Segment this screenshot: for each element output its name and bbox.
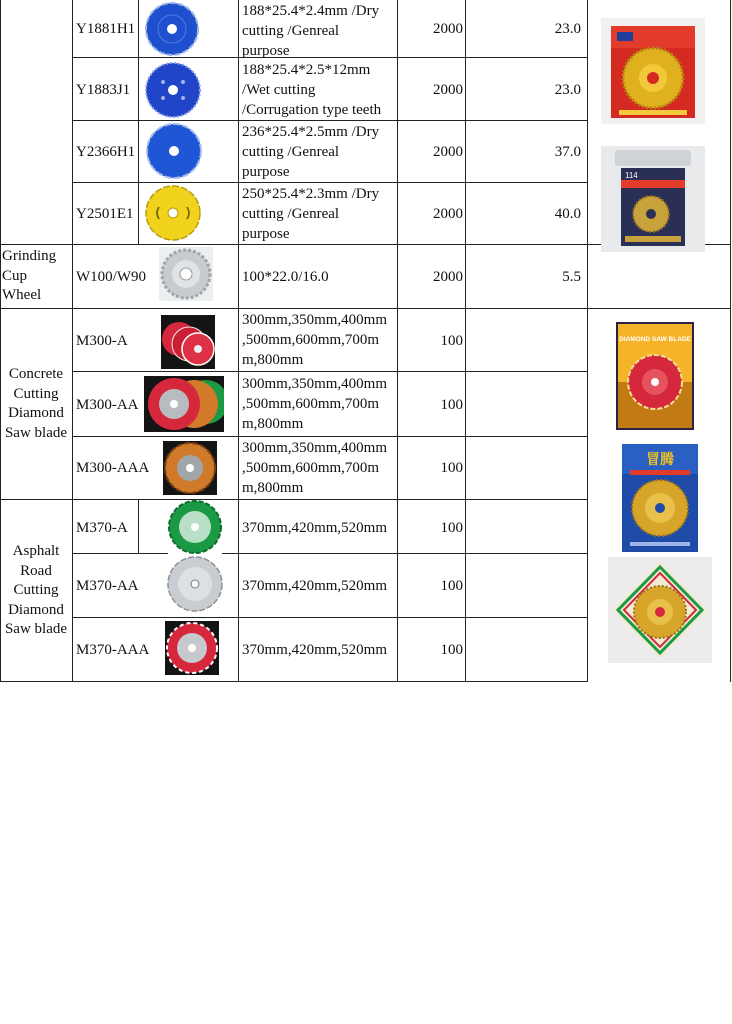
product-spec: 300mm,350mm,400mm ,500mm,600mm,700m m,800mm	[242, 440, 388, 496]
row-border	[72, 436, 587, 437]
model-code: M300-AAA	[76, 460, 150, 476]
quantity: 100	[440, 333, 463, 349]
product-spec: 188*25.4*2.4mm /Dry cutting /Genreal purpose	[242, 3, 380, 59]
product-spec: 100*22.0/16.0	[242, 269, 329, 285]
unit-price: 37.0	[554, 144, 581, 160]
quantity: 2000	[433, 82, 463, 98]
category-concrete-cutting-diamond-saw-blade: Concrete Cutting Diamond Saw blade	[4, 366, 68, 441]
unit-price: 40.0	[554, 206, 581, 222]
quantity: 2000	[433, 269, 463, 285]
row-border	[72, 120, 587, 121]
column-border	[730, 0, 731, 682]
quantity: 100	[440, 460, 463, 476]
model-code: M370-A	[76, 520, 128, 536]
model-code: M370-AAA	[76, 642, 150, 658]
column-border	[465, 0, 466, 682]
green-saw-blade	[168, 500, 222, 554]
model-code: M300-AA	[76, 397, 139, 413]
yellow-segmented-saw-blade	[145, 185, 201, 241]
model-code: W100/W90	[76, 269, 146, 285]
silver-saw-blade	[167, 556, 223, 612]
package-label: 114	[625, 171, 638, 180]
product-spec: 250*25.4*2.3mm /Dry cutting /Genreal purpose	[242, 186, 380, 242]
multicolor-saw-blade-set	[144, 376, 224, 432]
product-spec: 370mm,420mm,520mm	[242, 642, 388, 658]
quantity: 100	[440, 397, 463, 413]
column-border	[138, 499, 139, 553]
blue-turbo-blade-card-package	[622, 444, 698, 552]
row-border	[0, 499, 587, 500]
unit-price: 23.0	[554, 21, 581, 37]
product-spec: 370mm,420mm,520mm	[242, 520, 388, 536]
row-border	[72, 371, 587, 372]
red-yellow-turbo-blade-package	[601, 18, 705, 124]
quantity: 2000	[433, 21, 463, 37]
row-border	[72, 553, 587, 554]
blue-segmented-saw-blade	[145, 2, 199, 56]
product-spec: 236*25.4*2.5mm /Dry cutting /Genreal purpose	[242, 124, 380, 180]
package-label: 冒腾	[646, 452, 674, 468]
blue-turbo-saw-blade	[145, 62, 201, 118]
model-code: Y1881H1	[76, 21, 136, 37]
quantity: 100	[440, 642, 463, 658]
quantity: 2000	[433, 206, 463, 222]
quantity: 100	[440, 578, 463, 594]
unit-price: 23.0	[554, 82, 581, 98]
diamond-shaped-blade-package	[608, 557, 712, 663]
row-border	[72, 617, 587, 618]
model-code: Y2501E1	[76, 206, 134, 222]
product-spec: 300mm,350mm,400mm ,500mm,600mm,700m m,800mm	[242, 376, 388, 432]
blue-segmented-saw-blade	[146, 123, 202, 179]
unit-price: 5.5	[562, 269, 581, 285]
category-grinding-cup-wheel: Grinding Cup Wheel	[2, 248, 57, 303]
product-spec: 188*25.4*2.5*12mm /Wet cutting /Corrugation type teeth	[242, 62, 382, 118]
silver-clamshell-blade-package	[601, 146, 705, 252]
category-asphalt-road-cutting-diamond-saw-blade: Asphalt Road Cutting Diamond Saw blade	[4, 543, 68, 637]
row-border	[0, 308, 730, 309]
orange-segmented-saw-blade	[163, 441, 217, 495]
column-border	[72, 0, 73, 682]
red-saw-blade-set	[161, 315, 215, 369]
red-segmented-saw-blade	[165, 621, 219, 675]
row-border	[0, 681, 587, 682]
model-code: M370-AA	[76, 578, 139, 594]
quantity: 2000	[433, 144, 463, 160]
product-spec: 370mm,420mm,520mm	[242, 578, 388, 594]
quantity: 100	[440, 520, 463, 536]
diamond-saw-blade-card-package	[616, 322, 694, 430]
model-code: M300-A	[76, 333, 128, 349]
column-border	[587, 0, 588, 682]
model-code: Y1883J1	[76, 82, 131, 98]
package-label: DIAMOND SAW BLADE	[619, 336, 691, 343]
row-border	[72, 182, 587, 183]
model-code: Y2366H1	[76, 144, 136, 160]
column-border	[138, 0, 139, 244]
grinding-cup-wheel	[159, 247, 213, 301]
column-border	[238, 0, 239, 682]
product-spec: 300mm,350mm,400mm ,500mm,600mm,700m m,800mm	[242, 312, 388, 368]
